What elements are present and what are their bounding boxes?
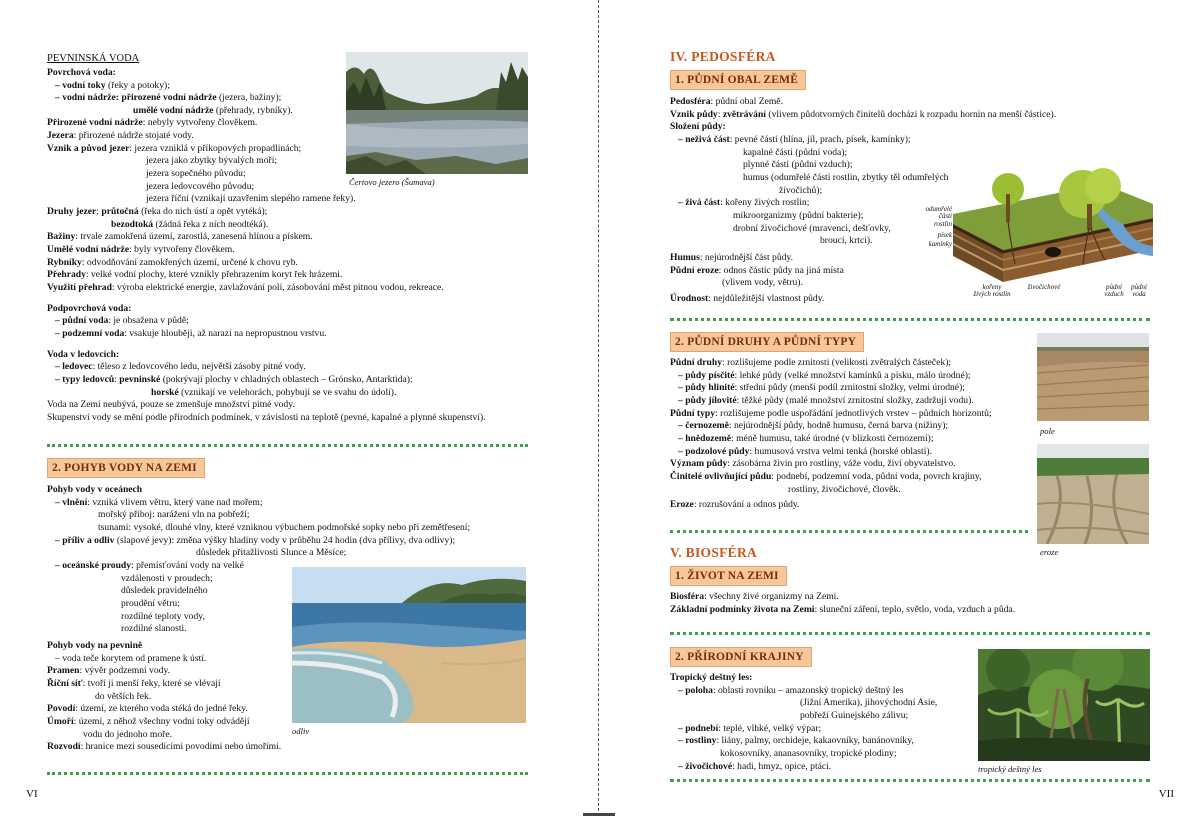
line: rozdílné teploty vody, <box>121 610 205 622</box>
caption-lake: Čertovo jezero (Šumava) <box>349 177 435 187</box>
page-number-left: VI <box>26 788 38 801</box>
line: Půdní eroze: odnos částic půdy na jiná místa <box>670 264 844 276</box>
line: – oceánské proudy: přemísťování vody na velké <box>55 560 244 572</box>
line: do větších řek. <box>95 690 152 702</box>
line: – vlnění: vzniká vlivem větru, který vane nad mořem; <box>55 496 263 508</box>
line: Úrodnost: nejdůležitější vlastnost půdy. <box>670 292 825 304</box>
soil-profile-illustration <box>953 164 1153 284</box>
line: Přirozené vodní nádrže: nebyly vytvořeny člověkem. <box>47 117 258 129</box>
page-left <box>0 0 596 816</box>
line: vodu do jednoho moře. <box>83 728 172 740</box>
soil-side-labels <box>916 206 952 249</box>
line: (vlivem vody, větru). <box>722 277 803 289</box>
line: brouci, krtci). <box>820 235 873 247</box>
heading-podpovrchova: Podpovrchová voda: <box>47 302 132 314</box>
erosion-photo <box>1037 444 1149 544</box>
soil-label: kamínky <box>928 240 952 249</box>
soil-label: rostlin <box>933 219 952 228</box>
line: – neživá část: pevné části (hlína, jíl, prach, písek, kamínky); <box>678 133 911 145</box>
line: důsledek přitažlivosti Slunce a Měsíce; <box>196 547 347 559</box>
line: vzdálenosti v proudech; <box>121 572 213 584</box>
line: – půdy hlinité: střední půdy (menší podíl zrnitostní složky, velmi úrodné); <box>678 382 965 394</box>
line: Základní podmínky života na Zemi: sluneční záření, teplo, světlo, voda, vzduch a půda. <box>670 603 1016 615</box>
heading-pevnina: Pohyb vody na pevnině <box>47 640 143 652</box>
line: – ledovec: těleso z ledovcového ledu, největší zásoby pitné vody. <box>55 361 306 373</box>
line: – živá část: kořeny živých rostlin; <box>678 197 810 209</box>
line: Biosféra: všechny živé organizmy na Zemi. <box>670 590 839 602</box>
heading-tropicky-les: Tropický deštný les: <box>670 672 753 684</box>
dotted-divider <box>670 318 1150 321</box>
line: Význam půdy: zásobárna živin pro rostliny, váže vodu, živí obyvatelstvo. <box>670 458 956 470</box>
line: – hnědozemě: méně humusu, také úrodné (v blízkosti černozemí); <box>678 433 934 445</box>
text-block-prirodni-krajiny <box>670 647 980 773</box>
line: – vodní toky (řeky a potoky); <box>55 79 170 91</box>
line: mořský příboj: narážení vln na pobřeží; <box>98 509 250 521</box>
line: jezera říční (vznikají uzavřením slepého ramene řeky). <box>146 193 356 205</box>
dotted-divider <box>47 444 528 447</box>
line: jezera sopečného původu; <box>146 168 246 180</box>
line: Rozvodí: hranice mezi sousedícími povodími nebo úmořími. <box>47 741 282 753</box>
beach-photo <box>292 567 526 723</box>
section-heading-prirodni-krajiny: 2. PŘÍRODNÍ KRAJINY <box>670 647 812 667</box>
line: (Jižní Amerika), jihovýchodní Asie, <box>800 697 938 709</box>
heading-povrchova: Povrchová voda: <box>47 66 116 78</box>
line: – podnebí: teplé, vlhké, velký výpar; <box>678 722 822 734</box>
line: – poloha: oblasti rovníku – amazonský tropický deštný les <box>678 684 904 696</box>
line: Vznik a původ jezer: jezera vzniklá v příkopových propadlinách; <box>47 142 302 154</box>
line: Pramen: vývěr podzemní vody. <box>47 665 171 677</box>
line: Voda na Zemi neubývá, pouze se zmenšuje množství pitné vody. <box>47 399 295 411</box>
line: – příliv a odliv (slapové jevy): změna výšky hladiny vody v průběhu 24 hodin (dva přílivy, dva odlivy); <box>55 534 456 546</box>
text-block-biosfera <box>670 544 1150 616</box>
line: – živočichové: hadi, hmyz, opice, ptáci. <box>678 760 832 772</box>
line: jezera jako zbytky bývalých moří; <box>146 155 278 167</box>
caption-rainforest: tropický deštný les <box>978 764 1042 774</box>
line: – typy ledovců: pevninské (pokrývají plochy v chladných oblastech – Grónsko, Antarktida); <box>55 373 413 385</box>
line: – půdní voda: je obsažena v půdě; <box>55 315 189 327</box>
line: Jezera: přirozené nádrže stojaté vody. <box>47 130 194 142</box>
line: Přehrady: velké vodní plochy, které vznikly přehrazením koryt řek hrázemi. <box>47 269 343 281</box>
line: plynné části (půdní vzduch); <box>743 159 853 171</box>
section-heading-pudni-druhy: 2. PŮDNÍ DRUHY A PŮDNÍ TYPY <box>670 332 864 352</box>
lake-photo <box>346 52 528 174</box>
soil-label: půdní vzduch <box>1104 283 1124 299</box>
line: humus (odumřelé části rostlin, zbytky těl odumřelých <box>743 171 949 183</box>
page-gutter <box>598 0 599 816</box>
line: – půdy jílovité: těžké půdy (malé množství zrnitostní složky, zadržují vodu). <box>678 395 974 407</box>
line: živočichů); <box>779 184 823 196</box>
line: Složení půdy: <box>670 121 726 133</box>
soil-label: písek <box>937 231 952 240</box>
line: Úmoří: území, z něhož všechny vodní toky odvádějí <box>47 715 250 727</box>
line: drobní živočichové (mravenci, dešťovky, <box>733 222 891 234</box>
section-heading-zivot: 1. ŽIVOT NA ZEMI <box>670 566 787 586</box>
line: Skupenství vody se mění podle přírodních podmínek, v závislosti na teplotě (pevné, kapalné a plynné skupenství). <box>47 411 486 423</box>
line: kapalné části (půdní voda); <box>743 146 848 158</box>
line: Druhy jezer: průtočná (řeka do nich ústí a opět vytéká); <box>47 206 268 218</box>
line: rozdílné slanosti. <box>121 623 187 635</box>
line: důsledek pravidelného <box>121 585 208 597</box>
line: – podzolové půdy: humusová vrstva velmi tenká (horské oblasti). <box>678 445 932 457</box>
line: jezera ledovcového původu; <box>146 180 255 192</box>
line: horské (vznikají ve velehorách, pohybují se ve svahu do údolí). <box>151 386 397 398</box>
dotted-divider <box>670 779 1150 782</box>
line: Umělé vodní nádrže: byly vytvořeny člověkem. <box>47 244 235 256</box>
line: tsunami: vysoké, dlouhé vlny, které vzniknou výbuchem podmořské sopky nebo při zemětřesení; <box>98 522 471 534</box>
caption-beach: odliv <box>292 726 310 736</box>
caption-erosion: eroze <box>1040 547 1059 557</box>
line: – voda teče korytem od pramene k ústí. <box>55 652 207 664</box>
line: – půdy písčité: lehké půdy (velké množství kamínků a písku, málo úrodné); <box>678 369 971 381</box>
line: – rostliny: liány, palmy, orchideje, kakaovníky, banánovníky, <box>678 735 914 747</box>
soil-label: živočichové <box>1027 283 1061 291</box>
field-photo <box>1037 333 1149 421</box>
soil-label: půdní voda <box>1131 283 1147 299</box>
section-heading-pohyb-vody: 2. POHYB VODY NA ZEMI <box>47 458 205 478</box>
line: Rybníky: odvodňování zamokřených území, určené k chovu ryb. <box>47 256 298 268</box>
text-block-pudni-druhy <box>670 332 1050 512</box>
heading-ledovce: Voda v ledovcích: <box>47 348 120 360</box>
dotted-divider <box>47 772 528 775</box>
line: rostliny, živočichové, člověk. <box>788 483 901 495</box>
line: Povodí: území, ze kterého voda stéká do jedné řeky. <box>47 703 248 715</box>
soil-label: části <box>938 212 952 221</box>
line: Humus: nejúrodnější část půdy. <box>670 251 794 263</box>
line: – černozemě: nejúrodnější půdy, hodně humusu, černá barva (nížiny); <box>678 420 949 432</box>
line: proudění větru; <box>121 598 180 610</box>
caption-field: pole <box>1040 426 1055 436</box>
chapter-heading-biosfera: V. BIOSFÉRA <box>670 545 758 560</box>
dotted-divider <box>670 530 1028 533</box>
line: kokosovníky, ananasovníky, tropické plodiny; <box>720 748 897 760</box>
line: Půdní typy: rozlišujeme podle uspořádání jednotlivých vrstev – půdních horizontů; <box>670 407 992 419</box>
line: Říční síť: tvoří ji menší řeky, které se vlévají <box>47 678 221 690</box>
dotted-divider <box>670 632 1150 635</box>
line: mikroorganizmy (půdní bakterie); <box>733 209 864 221</box>
rainforest-photo <box>978 649 1150 761</box>
line: Bažiny: trvale zamokřená území, zarostlá, zanesená hlínou a pískem. <box>47 231 313 243</box>
line: Půdní druhy: rozlišujeme podle zrnitosti (velikosti zvětralých částeček); <box>670 357 952 369</box>
line: – podzemní voda: vsakuje hlouběji, až narazí na nepropustnou vrstvu. <box>55 327 327 339</box>
line: Pedosféra: půdní obal Země. <box>670 95 783 107</box>
heading-oceany: Pohyb vody v oceánech <box>47 484 143 496</box>
page-number-right: VII <box>1158 788 1174 801</box>
section-heading-pudni-obal: 1. PŮDNÍ OBAL ZEMĚ <box>670 70 806 90</box>
line: Činitelé ovlivňující půdu: podnebí, podzemní voda, půdní voda, povrch krajiny, <box>670 471 982 483</box>
line: Eroze: rozrušování a odnos půdy. <box>670 499 800 511</box>
line: bezodtoká (žádná řeka z nich neodtéká). <box>111 218 269 230</box>
page-right <box>604 0 1200 816</box>
line: pobřeží Guinejského zálivu; <box>800 710 909 722</box>
line: Vznik půdy: zvětrávání (vlivem půdotvorných činitelů dochází k rozpadu hornin na menší částice). <box>670 108 1057 120</box>
line: umělé vodní nádrže (přehrady, rybníky). <box>133 104 293 116</box>
title-pevninska-voda: PEVNINSKÁ VODA <box>47 53 140 64</box>
soil-label: odumřelé <box>925 205 952 213</box>
soil-label: kořeny živých rostlin <box>973 283 1011 299</box>
chapter-heading-pedosfera: IV. PEDOSFÉRA <box>670 49 776 64</box>
line: – vodní nádrže: přirozené vodní nádrže (jezera, bažiny); <box>55 92 282 104</box>
line: Využití přehrad: výroba elektrické energie, zavlažování polí, zásobování měst pitnou vodou, rekreace. <box>47 282 444 294</box>
